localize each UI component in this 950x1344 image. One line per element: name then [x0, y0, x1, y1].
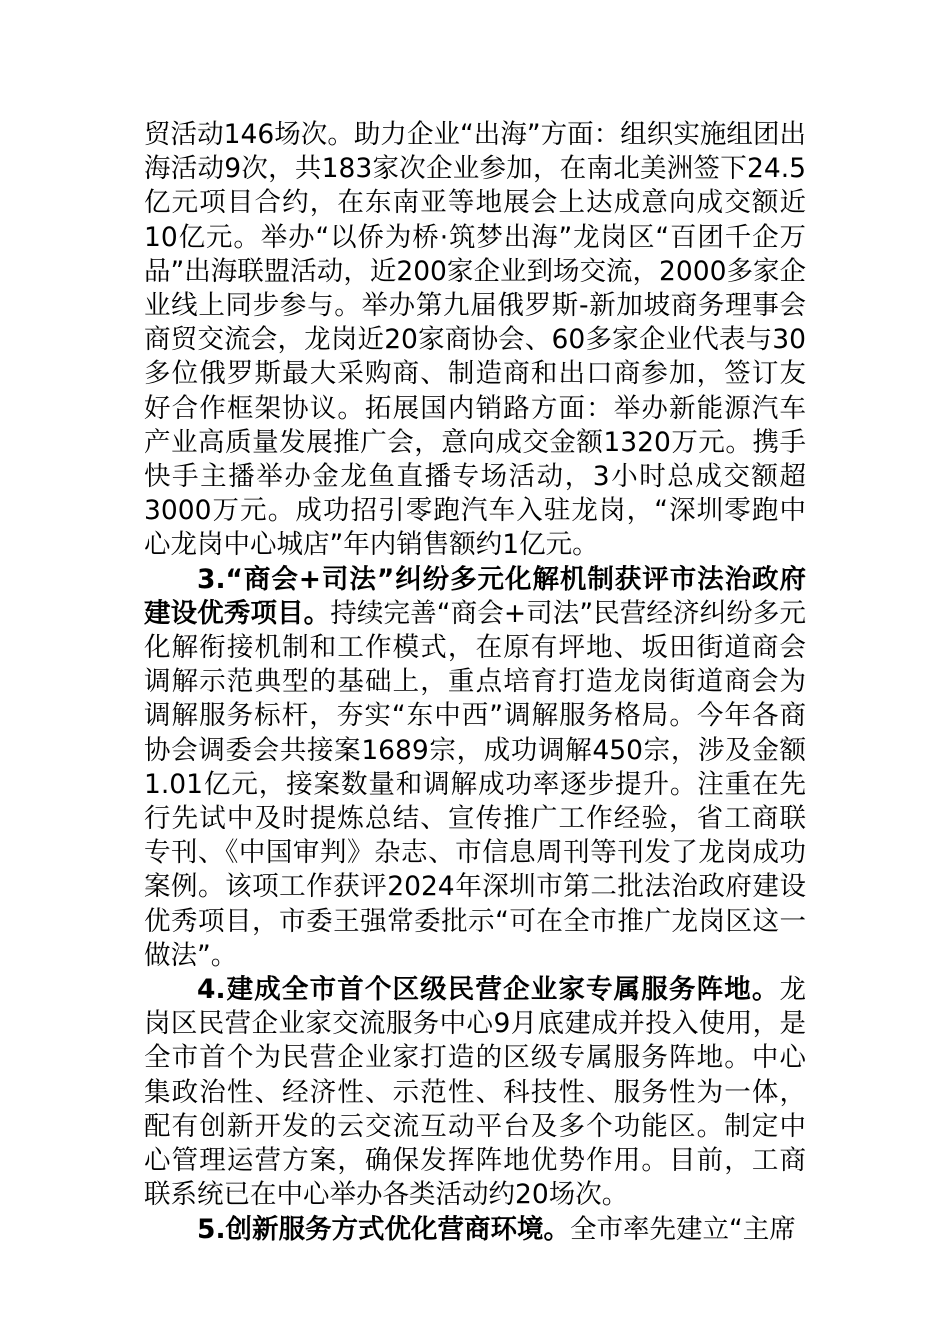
document-page: [144, 118, 806, 1247]
paragraph-section-4: [144, 973, 806, 1212]
section-heading: 4.建成全市首个区级民营企业家专属服务阵地。: [197, 974, 780, 1006]
section-heading: 5.创新服务方式优化营商环境。: [197, 1213, 571, 1245]
paragraph-continuation: [144, 118, 806, 563]
paragraph-body: 贸活动146场次。助力企业“出海”方面：组织实施组团出海活动9次，共183家次企业参加，在南北美洲签下24.5亿元项目合约，在东南亚等地展会上达成意向成交额近10亿元。举办“以侨为桥·筑梦出海”龙岗区“百团千企万品”出海联盟活动，近200家企业到场交流，2000多家企业线上同步参与。举办第九届俄罗斯-新加坡商务理事会商贸交流会，龙岗近20家商协会、60多家企业代表与30多位俄罗斯最大采购商、制造商和出口商参加，签订友好合作框架协议。拓展国内销路方面：举办新能源汽车产业高质量发展推广会，意向成交金额1320万元。携手快手主播举办金龙鱼直播专场活动，3小时总成交额超3000万元。成功招引零跑汽车入驻龙岗，“深圳零跑中心龙岗中心城店”年内销售额约1亿元。: [144, 119, 806, 561]
paragraph-body: 持续完善“商会+司法”民营经济纠纷多元化解衔接机制和工作模式，在原有坪地、坂田街道商会调解示范典型的基础上，重点培育打造龙岗街道商会为调解服务标杆，夯实“东中西”调解服务格局。今年各商协会调委会共接案1689宗，成功调解450宗，涉及金额1.01亿元，接案数量和调解成功率逐步提升。注重在先行先试中及时提炼总结、宣传推广工作经验，省工商联专刊、《中国审判》杂志、市信息周刊等刊发了龙岗成功案例。该项工作获评2024年深圳市第二批法治政府建设优秀项目，市委王强常委批示“可在全市推广龙岗区这一做法”。: [144, 597, 806, 971]
paragraph-body: 全市率先建立“主席: [570, 1213, 796, 1245]
section-heading: 3.“商会+司法”纠纷多元化解机制获评市法治政府建设优秀项目。: [144, 563, 806, 629]
paragraph-section-3: [144, 563, 806, 973]
paragraph-section-5: [144, 1213, 806, 1247]
paragraph-body: 龙岗区民营企业家交流服务中心9月底建成并投入使用，是全市首个为民营企业家打造的区级专属服务阵地。中心集政治性、经济性、示范性、科技性、服务性为一体，配有创新开发的云交流互动平台及多个功能区。制定中心管理运营方案，确保发挥阵地优势作用。目前，工商联系统已在中心举办各类活动约20场次。: [144, 974, 806, 1211]
